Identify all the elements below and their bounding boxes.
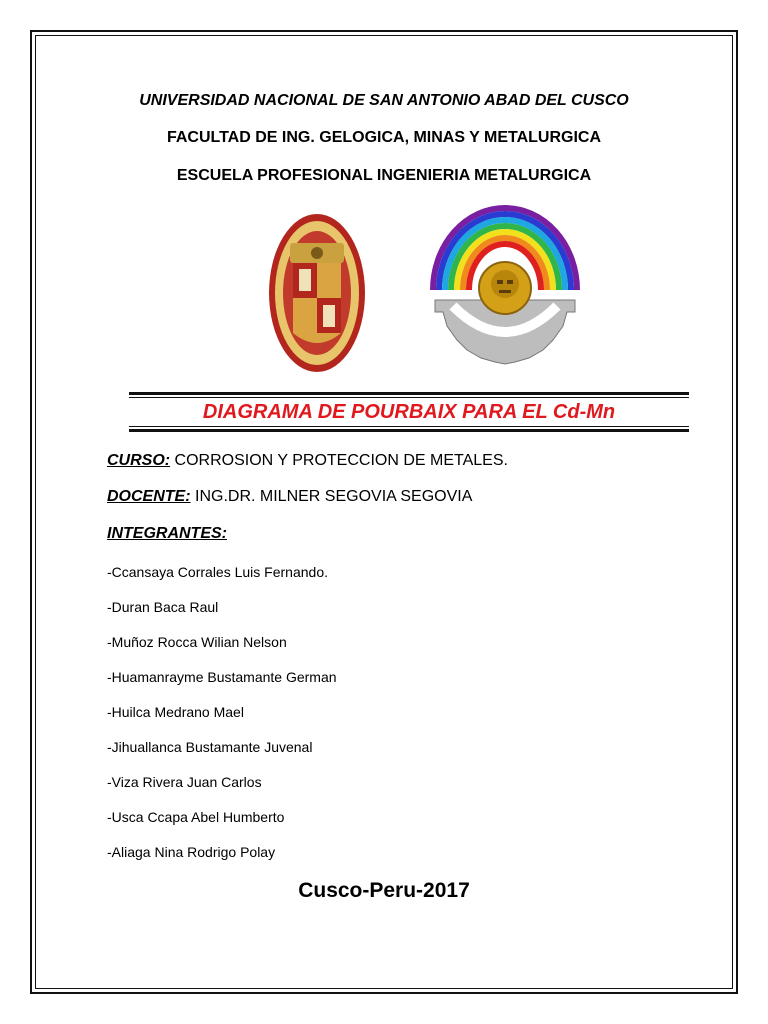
teacher-label: DOCENTE: [107, 488, 191, 505]
title-rule [129, 392, 689, 395]
document-title-box [129, 392, 689, 432]
faculty-name: FACULTAD DE ING. GELOGICA, MINAS Y METALURGICA [166, 129, 602, 146]
members-label: INTEGRANTES: [107, 525, 227, 542]
members-list [107, 564, 337, 879]
school-name: ESCUELA PROFESIONAL INGENIERIA METALURGICA [176, 167, 592, 184]
course-line [107, 452, 508, 470]
course-label: CURSO: [107, 452, 171, 469]
teacher-line [107, 488, 472, 506]
members-heading [107, 525, 227, 543]
list-item: -Aliaga Nina Rodrigo Polay [107, 844, 276, 860]
document-title: DIAGRAMA DE POURBAIX PARA EL Cd-Mn [202, 401, 616, 423]
title-rule [129, 426, 689, 427]
list-item: -Huamanrayme Bustamante German [107, 669, 337, 685]
list-item: -Viza Rivera Juan Carlos [107, 774, 262, 790]
university-name: UNIVERSIDAD NACIONAL DE SAN ANTONIO ABAD DEL CUSCO [139, 92, 629, 109]
course-value: CORROSION Y PROTECCION DE METALES. [170, 452, 508, 469]
list-item: -Duran Baca Raul [107, 599, 219, 615]
list-item: -Muñoz Rocca Wilian Nelson [107, 634, 287, 650]
list-item: -Huilca Medrano Mael [107, 704, 244, 720]
list-item: -Usca Ccapa Abel Humberto [107, 809, 285, 825]
list-item: -Ccansaya Corrales Luis Fernando. [107, 564, 328, 580]
place-date: Cusco-Peru-2017 [298, 879, 470, 902]
metallurgy-emblem-icon [425, 200, 585, 380]
title-rule [129, 429, 689, 432]
university-seal-icon [268, 213, 366, 373]
title-rule [129, 397, 689, 398]
list-item: -Jihuallanca Bustamante Juvenal [107, 739, 313, 755]
teacher-value: ING.DR. MILNER SEGOVIA SEGOVIA [190, 488, 473, 505]
